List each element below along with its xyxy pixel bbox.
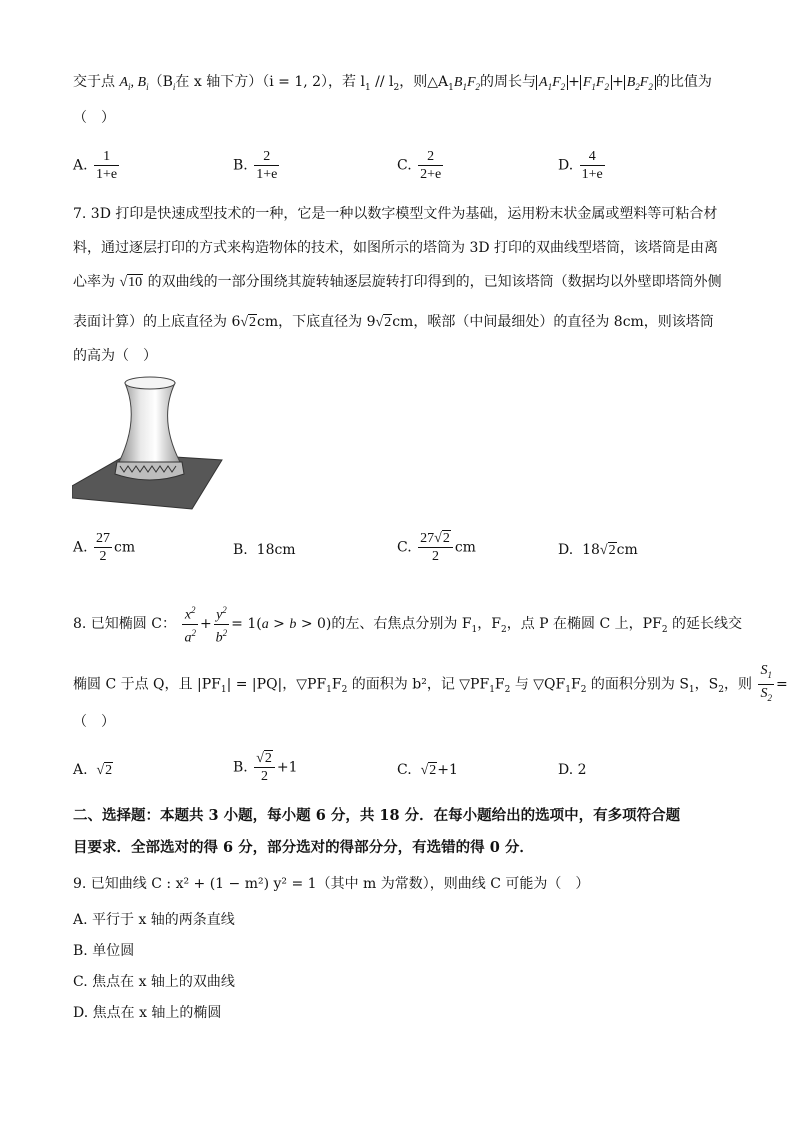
q6-option-b[interactable] — [233, 148, 281, 183]
q6-text: ，则△A — [399, 74, 449, 90]
q8-line-2: 椭圆 C 于点 Q，且 $|PF_1| = |PQ|$，$▽PF_1F_2$ 的面积为 b²，记 $▽PF_1F_2$ 与 $▽QF_1F_2$ 的面积分别为 $S_1$，$S_2$，则 $\frac{S_1}{S_2}$ = — [73, 663, 788, 703]
q6-text: 在 x 轴下方）（i = 1, 2），若 l — [175, 74, 365, 90]
q8-option-b[interactable]: B. $\frac{√2}{2}$ +1 — [233, 751, 298, 784]
fraction: $\frac{4}{1+e}$ — [581, 149, 603, 182]
option-label: C. — [397, 157, 412, 174]
option-label: B. — [233, 157, 248, 174]
q6-text: （B — [148, 74, 173, 90]
q6-option-a[interactable] — [73, 148, 121, 183]
option-label: D. — [558, 157, 574, 174]
q7-option-d[interactable]: D. 18√2cm — [558, 542, 638, 558]
q6-text: 的周长与 — [480, 74, 536, 90]
q6-stem-line: 交于点 $A_i$, $B_i(B_i$在 x 轴下方）（i = 1, 2），若 $l_1 // l_2$，则$\triangle A_1B_1F_2$的周长与 $A_1F_2 + F_1F_2 + B_2F_2$ 的比值为 — [73, 74, 712, 93]
q6-option-c[interactable] — [397, 148, 445, 183]
fraction: $\frac{1}{1+e}$ — [96, 149, 118, 182]
fraction: $\frac{√2}{2}$ — [254, 750, 275, 785]
q9-stem: 9. 已知曲线 C : x² + (1 − m²) y² = 1（其中 m 为常数），则曲线 C 可能为（ ） — [73, 876, 590, 892]
q9-option-b[interactable]: B. 单位圆 — [73, 943, 135, 959]
q7-option-a[interactable]: A. $\frac{27}{2}$ cm — [73, 531, 136, 564]
fraction: $\frac{27}{2}$ — [96, 531, 111, 564]
tower-top — [125, 377, 175, 389]
q8-option-d[interactable]: D. 2 — [558, 762, 587, 778]
q8-option-c[interactable]: C. √2+1 — [397, 762, 458, 778]
tower-ring — [115, 462, 184, 480]
q7-line-2: 料，通过逐层打印的方式来构造物体的技术，如图所示的塔筒为 3D 打印的双曲线型塔筒，该塔筒是由离 — [73, 240, 719, 256]
q7-line-4: 表面计算）的上底直径为 6√2cm，下底直径为 9√2cm，喉部（中间最细处）的直径为 8cm，则该塔筒 — [73, 314, 714, 330]
option-label: A. — [73, 157, 88, 174]
q7-line-3: 心率为 √10 的双曲线的一部分围绕其旋转轴逐层旋转打印得到的，已知该塔筒（数据均以外壁即塔筒外侧 — [73, 274, 722, 290]
tower-figure — [72, 374, 224, 512]
q8-paren: （ ） — [73, 714, 115, 730]
fraction: $\frac{27√2}{2}$ — [418, 530, 453, 565]
q8-option-a[interactable]: A. √2 — [73, 762, 113, 778]
q6-text: // l — [370, 74, 394, 90]
q6-paren: （ ） — [73, 110, 115, 126]
q7-line-1: 7. 3D 打印是快速成型技术的一种，它是一种以数字模型文件为基础，运用粉末状金属或塑料等可粘合材 — [73, 206, 718, 222]
q9-option-a[interactable]: A. 平行于 x 轴的两条直线 — [73, 912, 235, 928]
q7-option-b[interactable]: B. 18cm — [233, 542, 296, 558]
fraction: $\frac{2}{2+e}$ — [420, 149, 442, 182]
q7-line-5: 的高为（ ） — [73, 348, 157, 364]
fraction: $\frac{2}{1+e}$ — [256, 149, 278, 182]
q8-line-1: 8. 已知椭圆 C： $\frac{x^2}{a^2}$ + $\frac{y^2}{b^2}$ = 1(a > b > 0)的左、右焦点分别为 $F_1$，$F_2$，点 P 在椭圆 C 上，$PF_2$ 的延长线交 — [73, 602, 742, 646]
q9-option-d[interactable]: D. 焦点在 x 轴上的椭圆 — [73, 1005, 222, 1021]
q6-text: 交于点 — [73, 74, 120, 90]
q9-option-c[interactable]: C. 焦点在 x 轴上的双曲线 — [73, 974, 235, 990]
q6-text: 的比值为 — [655, 74, 712, 90]
section-2-title: 二、选择题：本题共 3 小题，每小题 6 分，共 18 分．在每小题给出的选项中，有多项符合题 — [73, 807, 681, 824]
tower-body — [119, 383, 180, 462]
section-2-title-cont: 目要求．全部选对的得 6 分，部分选对的得部分分，有选错的得 0 分． — [73, 839, 534, 856]
q6-option-d[interactable] — [558, 148, 607, 183]
q7-option-c[interactable]: C. $\frac{27√2}{2}$ cm — [397, 531, 476, 564]
